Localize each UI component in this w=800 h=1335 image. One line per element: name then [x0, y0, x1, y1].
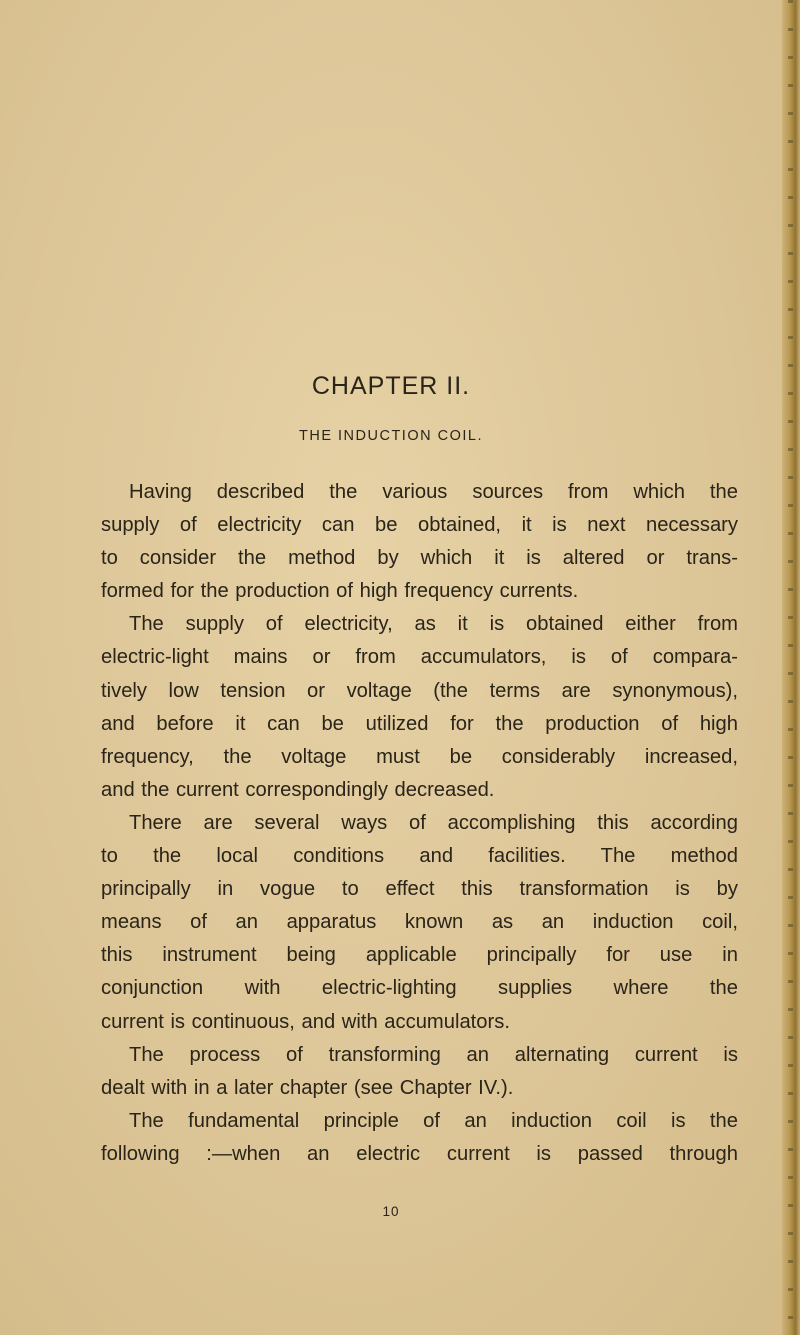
page-number: 10 — [382, 1204, 400, 1219]
text-line: dealt with in a later chapter (see Chapter IV.). — [101, 1076, 514, 1099]
text-line: current is continuous, and with accumulators. — [101, 1010, 510, 1033]
text-line: this instrument being applicable principally for use in — [101, 944, 738, 967]
text-line: principally in vogue to effect this transformation is by — [101, 878, 738, 901]
text-line: The process of transforming an alternating current is — [129, 1043, 738, 1066]
text-line: Having described the various sources from which the — [129, 481, 738, 503]
body-text — [101, 476, 738, 1171]
chapter-heading: CHAPTER II. — [311, 372, 471, 400]
text-line: The supply of electricity, as it is obtained either from — [129, 613, 738, 636]
text-line: following :—when an electric current is passed through — [101, 1142, 738, 1165]
text-line: The fundamental principle of an induction coil is the — [129, 1109, 738, 1132]
page-edge — [782, 0, 800, 1335]
text-line: electric-light mains or from accumulators, is of compara- — [101, 646, 738, 669]
text-line: means of an apparatus known as an induction coil, — [101, 911, 738, 934]
text-line: formed for the production of high frequency currents. — [101, 580, 579, 603]
text-line: frequency, the voltage must be considerably increased, — [101, 745, 738, 768]
text-line: conjunction with electric-lighting supplies where the — [101, 977, 738, 1000]
text-line: tively low tension or voltage (the terms are synonymous), — [101, 679, 738, 702]
text-line: and the current correspondingly decreased. — [101, 778, 495, 801]
text-line: supply of electricity can be obtained, it is next necessary — [101, 514, 738, 537]
text-line: There are several ways of accomplishing this according — [129, 811, 738, 834]
text-line: to the local conditions and facilities. The method — [101, 845, 738, 868]
text-line: and before it can be utilized for the production of high — [101, 712, 738, 735]
text-line: to consider the method by which it is altered or trans- — [101, 547, 738, 570]
chapter-subtitle: THE INDUCTION COIL. — [299, 428, 483, 444]
